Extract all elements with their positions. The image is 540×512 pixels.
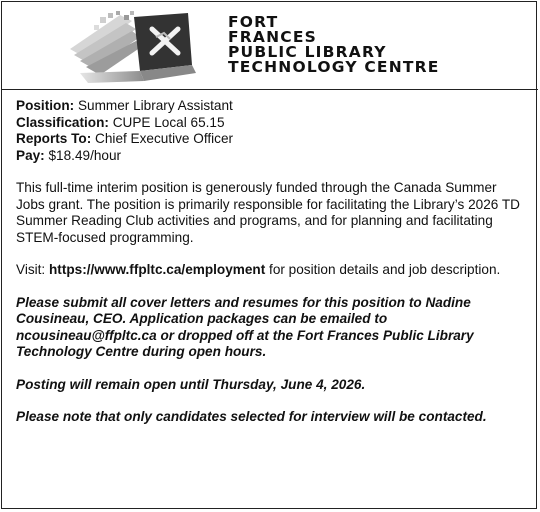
- job-description: This full-time interim position is generously funded through the Canada Summer Jobs grant. The position is primarily responsible for facilitating the Library’s 2026 TD Summer Reading Club activities and programs, and for planning and facilitating STEM-focused programming.: [16, 180, 520, 245]
- position-line: [16, 98, 528, 115]
- position-label: Position:: [16, 98, 75, 113]
- classification-value: CUPE Local 65.15: [112, 114, 225, 130]
- reports-to-label: Reports To:: [16, 131, 92, 146]
- pay-label: Pay:: [16, 147, 45, 163]
- submission-instructions: Please submit all cover letters and resumes for this position to Nadine Cousineau, CEO. Application packages can be emailed to ncousineau@ffpltc.ca or dropped off at the Fort Frances Public Library Technology Centre during open hours.: [16, 294, 474, 359]
- job-posting-card: [1, 1, 537, 509]
- visit-suffix: for position details and job description.: [265, 262, 501, 277]
- posting-deadline: Posting will remain open until Thursday, June 4, 2026.: [16, 376, 366, 392]
- pay-line: [16, 148, 528, 165]
- posting-header: [2, 2, 538, 90]
- classification-line: [16, 115, 528, 132]
- reports-to-line: [16, 131, 528, 148]
- organization-name: [228, 15, 440, 75]
- posting-body: [16, 98, 528, 426]
- position-value: Summer Library Assistant: [77, 98, 233, 113]
- employment-link[interactable]: https://www.ffpltc.ca/employment: [49, 262, 266, 277]
- library-logo-icon: [60, 7, 210, 85]
- pay-value: $18.49/hour: [48, 147, 122, 163]
- reports-to-value: Chief Executive Officer: [95, 131, 234, 146]
- organization-name-line: PUBLIC LIBRARY: [228, 43, 387, 61]
- visit-paragraph: [16, 262, 528, 279]
- classification-label: Classification:: [16, 114, 109, 130]
- contact-note: Please note that only candidates selected for interview will be contacted.: [16, 409, 487, 424]
- visit-prefix: Visit:: [16, 262, 49, 277]
- organization-name-line: FORT: [228, 13, 279, 31]
- organization-name-line: FRANCES: [228, 28, 318, 46]
- organization-name-line: TECHNOLOGY CENTRE: [228, 58, 440, 76]
